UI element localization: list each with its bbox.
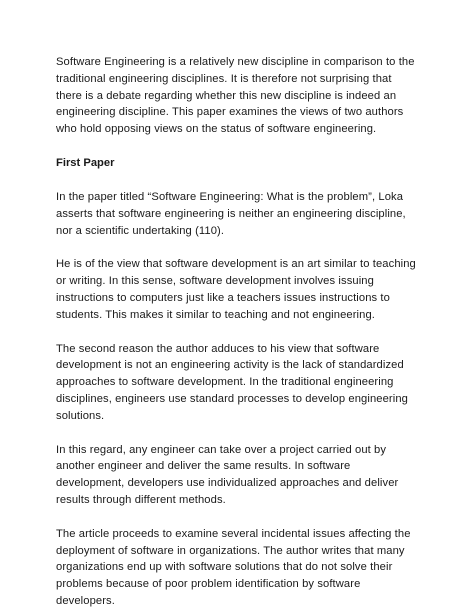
body-paragraph-2: He is of the view that software development is an art similar to teaching or writing. In this sense, software development involves issuing instructions to computers just like a teachers issues instructions to students. This makes it similar to teaching and not engineering. [56, 258, 416, 321]
body-paragraph-1: In the paper titled “Software Engineering: What is the problem”, Loka asserts that software engineering is neither an engineering discipline, nor a scientific undertaking (110). [56, 190, 406, 237]
body-paragraph-3: The second reason the author adduces to his view that software development is not an engineering activity is the lack of standardized approaches to software development. In the traditional engineering disciplines, engineers use standard processes to develop engineering solutions. [56, 342, 408, 422]
body-paragraph-4: In this regard, any engineer can take over a project carried out by another engineer and deliver the same results. In software development, developers use individualized approaches and deliver results through different methods. [56, 443, 399, 506]
body-paragraph-5: The article proceeds to examine several incidental issues affecting the deployment of software in organizations. The author writes that many organizations end up with software solutions that do not solve their problems because of poor problem identification by software developers. [56, 527, 411, 607]
intro-paragraph: Software Engineering is a relatively new discipline in comparison to the traditional engineering disciplines. It is therefore not surprising that there is a debate regarding whether this new discipline is indeed an engineering discipline. This paper examines the views of two authors who hold opposing views on the status of software engineering. [56, 56, 415, 136]
section-heading: First Paper [56, 156, 115, 169]
